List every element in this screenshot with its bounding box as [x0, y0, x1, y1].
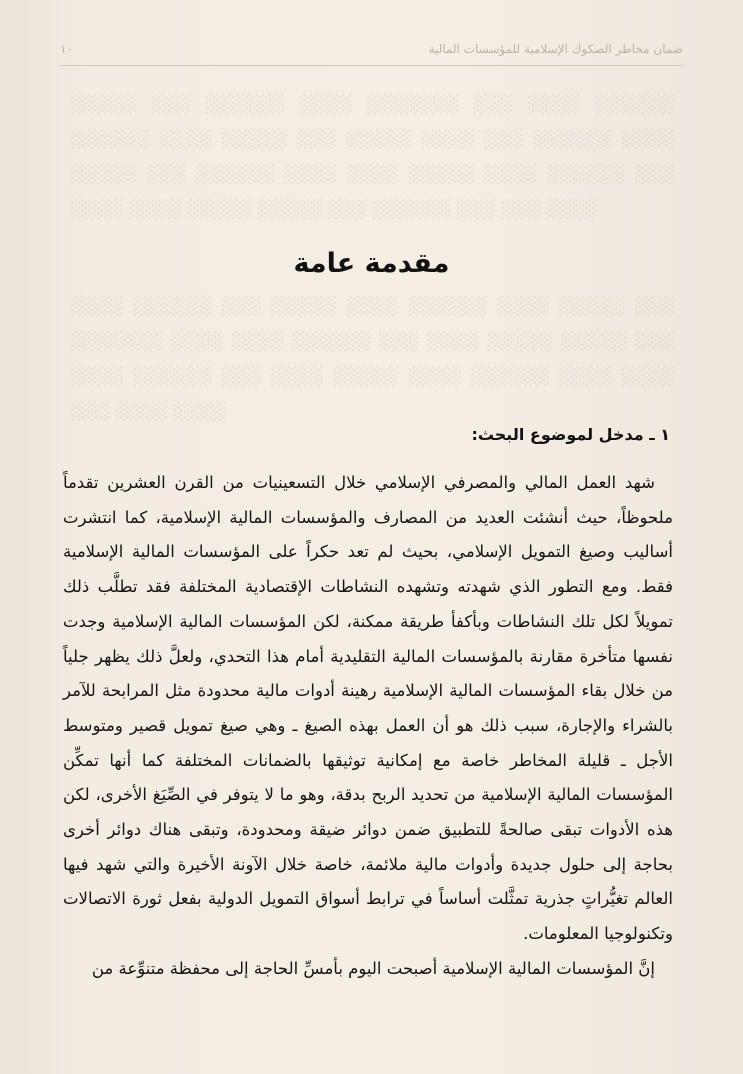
paragraph: شهد العمل المالي والمصرفي الإسلامي خلال التسعينيات من القرن العشرين تقدماً ملحوظاً، حيث أنشئت العديد من المصارف والمؤسسات المالية الإسلامية، كما انتشرت أساليب وصيغ التمويل الإسلامي، بحيث لم تعد حكراً على المؤسسات المالية الإسلامية فقط. ومع التطور الذي شهدته وتشهده النشاطات الإقتصادية المختلفة فقد تطلَّب ذلك تمويلاً لكل تلك النشاطات وبأكفأ طريقة ممكنة، لكن المؤسسات المالية الإسلامية وجدت نفسها متأخرة مقارنة بالمؤسسات المالية التقليدية أمام هذا التحدي، ولعلَّ ذلك يظهر جلياً من خلال بقاء المؤسسات المالية الإسلامية رهينة أدوات مالية محدودة مثل المرابحة للآمر بالشراء والإجارة، سبب ذلك هو أن العمل بهذه الصيغ ـ وهي صيغ تمويل قصير ومتوسط الأجل ـ قليلة المخاطر خاصة مع إمكانية توثيقها بالضمانات المختلفة كما أنها تمكِّن المؤسسات المالية الإسلامية من تحديد الربح بدقة، وهو ما لا يتوفر في الصِّيَغ الأخرى، لكن هذه الأدوات تبقى صالحةً للتطبيق ضمن دوائر ضيقة ومحدودة، وتبقى هناك دوائر أخرى بحاجة إلى حلول جديدة وأدوات مالية ملائمة، خاصة خلال الآونة الأخيرة والتي شهد فيها العالم تغيُّراتٍ جذرية تمثَّلت أساساً في ترابط أسواق التمويل الدولية بفعل ثورة الاتصالات وتكنولوجيا المعلومات. [63, 473, 673, 944]
running-head [60, 38, 683, 60]
running-head-title: ضمان مخاطر الصكوك الإسلامية للمؤسسات المالية [428, 42, 683, 56]
running-head-rule [60, 65, 683, 66]
bleed-through-middle: ░░░░ ░░░░░░ ░░░ ░░░░░ ░░░░ ░░░░░░ ░░░░ ░░░░░ ░░░ ░░░░░░░ ░░░░ ░░░░ ░░░░░░ ░░░ ░░░░ ░░░░░ ░░░░░ ░░░ ░░░░ ░░░░░░ ░░░ ░░░░ ░░░░░ ░░░░ ░░░░░░ ░░░░ ░░░░ ░░░ ░░░░ ░░░░ [70, 297, 673, 422]
body-text [63, 466, 673, 987]
section-heading: ١ ـ مدخل لموضوع البحث: [471, 425, 670, 444]
paragraph: إنَّ المؤسسات المالية الإسلامية أصبحت اليوم بأمسِّ الحاجة إلى محفظة متنوِّعة من [91, 958, 655, 978]
page-title: مقدمة عامة [293, 248, 450, 279]
bleed-through-top: ░░░░░ ░░░ ░░░░░░ ░░░░ ░░░░░░░ ░░░ ░░░░ ░░░░░░ ░░░░░░ ░░░░ ░░░░░ ░░░ ░░░░░ ░░░░ ░░░ ░░░░░░ ░░░░ ░░░░░ ░░░ ░░░░░░ ░░░░ ░░░░ ░░░░░ ░░░░ ░░░░░░ ░░░ ░░░░ ░░░░ ░░░░░ ░░░░░ ░░░ ░░░░░░ ░░░ ░░░ ░░░░ [70, 95, 673, 220]
page-number: ١٠ [60, 42, 73, 56]
